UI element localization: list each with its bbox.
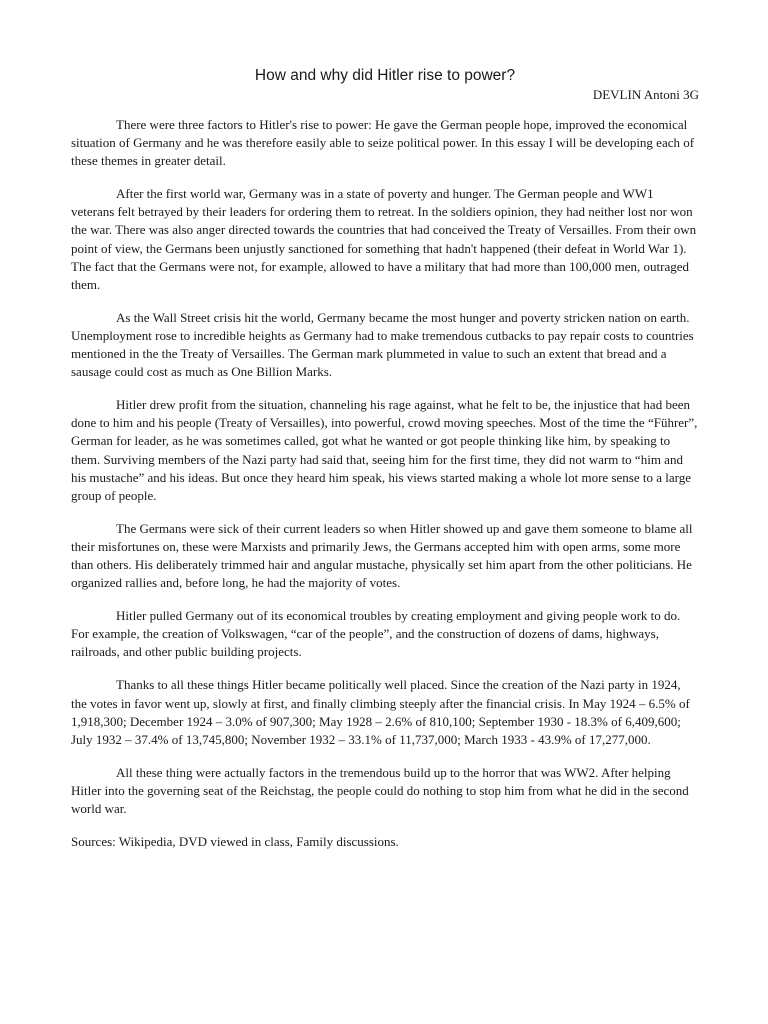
paragraph-votes: Thanks to all these things Hitler became politically well placed. Since the creation of the Nazi party in 1924, the votes in favor went up, slowly at first, and finally climbing steeply after the financial crisis. In May 1924 – 6.5% of 1,918,300; December 1924 – 3.0% of 907,300; May 1928 – 2.6% of 810,100; September 1930 - 18.3% of 6,409,600; July 1932 – 37.4% of 13,745,800; November 1932 – 33.1% of 11,737,000; March 1933 - 43.9% of 17,277,000. [71,677,690,747]
paragraph-speeches: Hitler drew profit from the situation, channeling his rage against, what he felt to be, the injustice that had been done to him and his people (Treaty of Versailles), into powerful, crowd moving speeches. Most of the time the “Führer”, German for leader, as he was sometimes called, got what he wanted or got people thinking like him, by speaking to them. Surviving members of the Nazi party had said that, seeing him for the first time, they did not warm to “him and his mustache” and his ideas. But once they heard him speak, his views started making a whole lot more sense to a large group of people. [71,397,698,503]
paragraph-post-war: After the first world war, Germany was in a state of poverty and hunger. The German people and WW1 veterans felt betrayed by their leaders for ordering them to retreat. In the soldiers opinion, they had neither lost nor won the war. There was also anger directed towards the countries that had conceived the Treaty of Versailles. From their own point of view, the Germans been unjustly sanctioned for something that hadn't happened (their defeat in World War 1). The fact that the Germans were not, for example, allowed to have a military that had more than 100,000 men, outraged them. [71,186,697,292]
paragraph-economy: Hitler pulled Germany out of its economical troubles by creating employment and giving people work to do. For example, the creation of Volkswagen, “car of the people”, and the construction of dozens of dams, highways, railroads, and other public building projects. [71,608,681,660]
sources-line: Sources: Wikipedia, DVD viewed in class, Family discussions. [71,834,399,850]
document-page [71,66,699,866]
document-author: DEVLIN Antoni 3G [592,87,699,102]
paragraph-conclusion: All these thing were actually factors in the tremendous build up to the horror that was WW2. After helping Hitler into the governing seat of the Reichstag, the people could do nothing to stop him from what he did in the second world war. [71,764,689,816]
paragraph-scapegoat: The Germans were sick of their current leaders so when Hitler showed up and gave them someone to blame all their misfortunes on, these were Marxists and primarily Jews, the Germans accepted him with open arms, some more than others. His deliberately trimmed hair and angular mustache, physically set him apart from the other politicians. He organized rallies and, before long, he had the majority of votes. [71,520,693,591]
paragraph-wall-street: As the Wall Street crisis hit the world, Germany became the most hunger and poverty stricken nation on earth. Unemployment rose to incredible heights as Germany had to make tremendous cutbacks to pay repair costs to countries mentioned in the the Treaty of Versailles. The German mark plummeted in value to such an extent that bread and a sausage could cost as much as One Billion Marks. [71,309,694,380]
document-title: How and why did Hitler rise to power? [254,67,516,84]
paragraph-intro: There were three factors to Hitler's rise to power: He gave the German people hope, improved the economical situation of Germany and he was therefore easily able to seize political power. In this essay I will be developing each of these themes in greater detail. [71,117,695,169]
